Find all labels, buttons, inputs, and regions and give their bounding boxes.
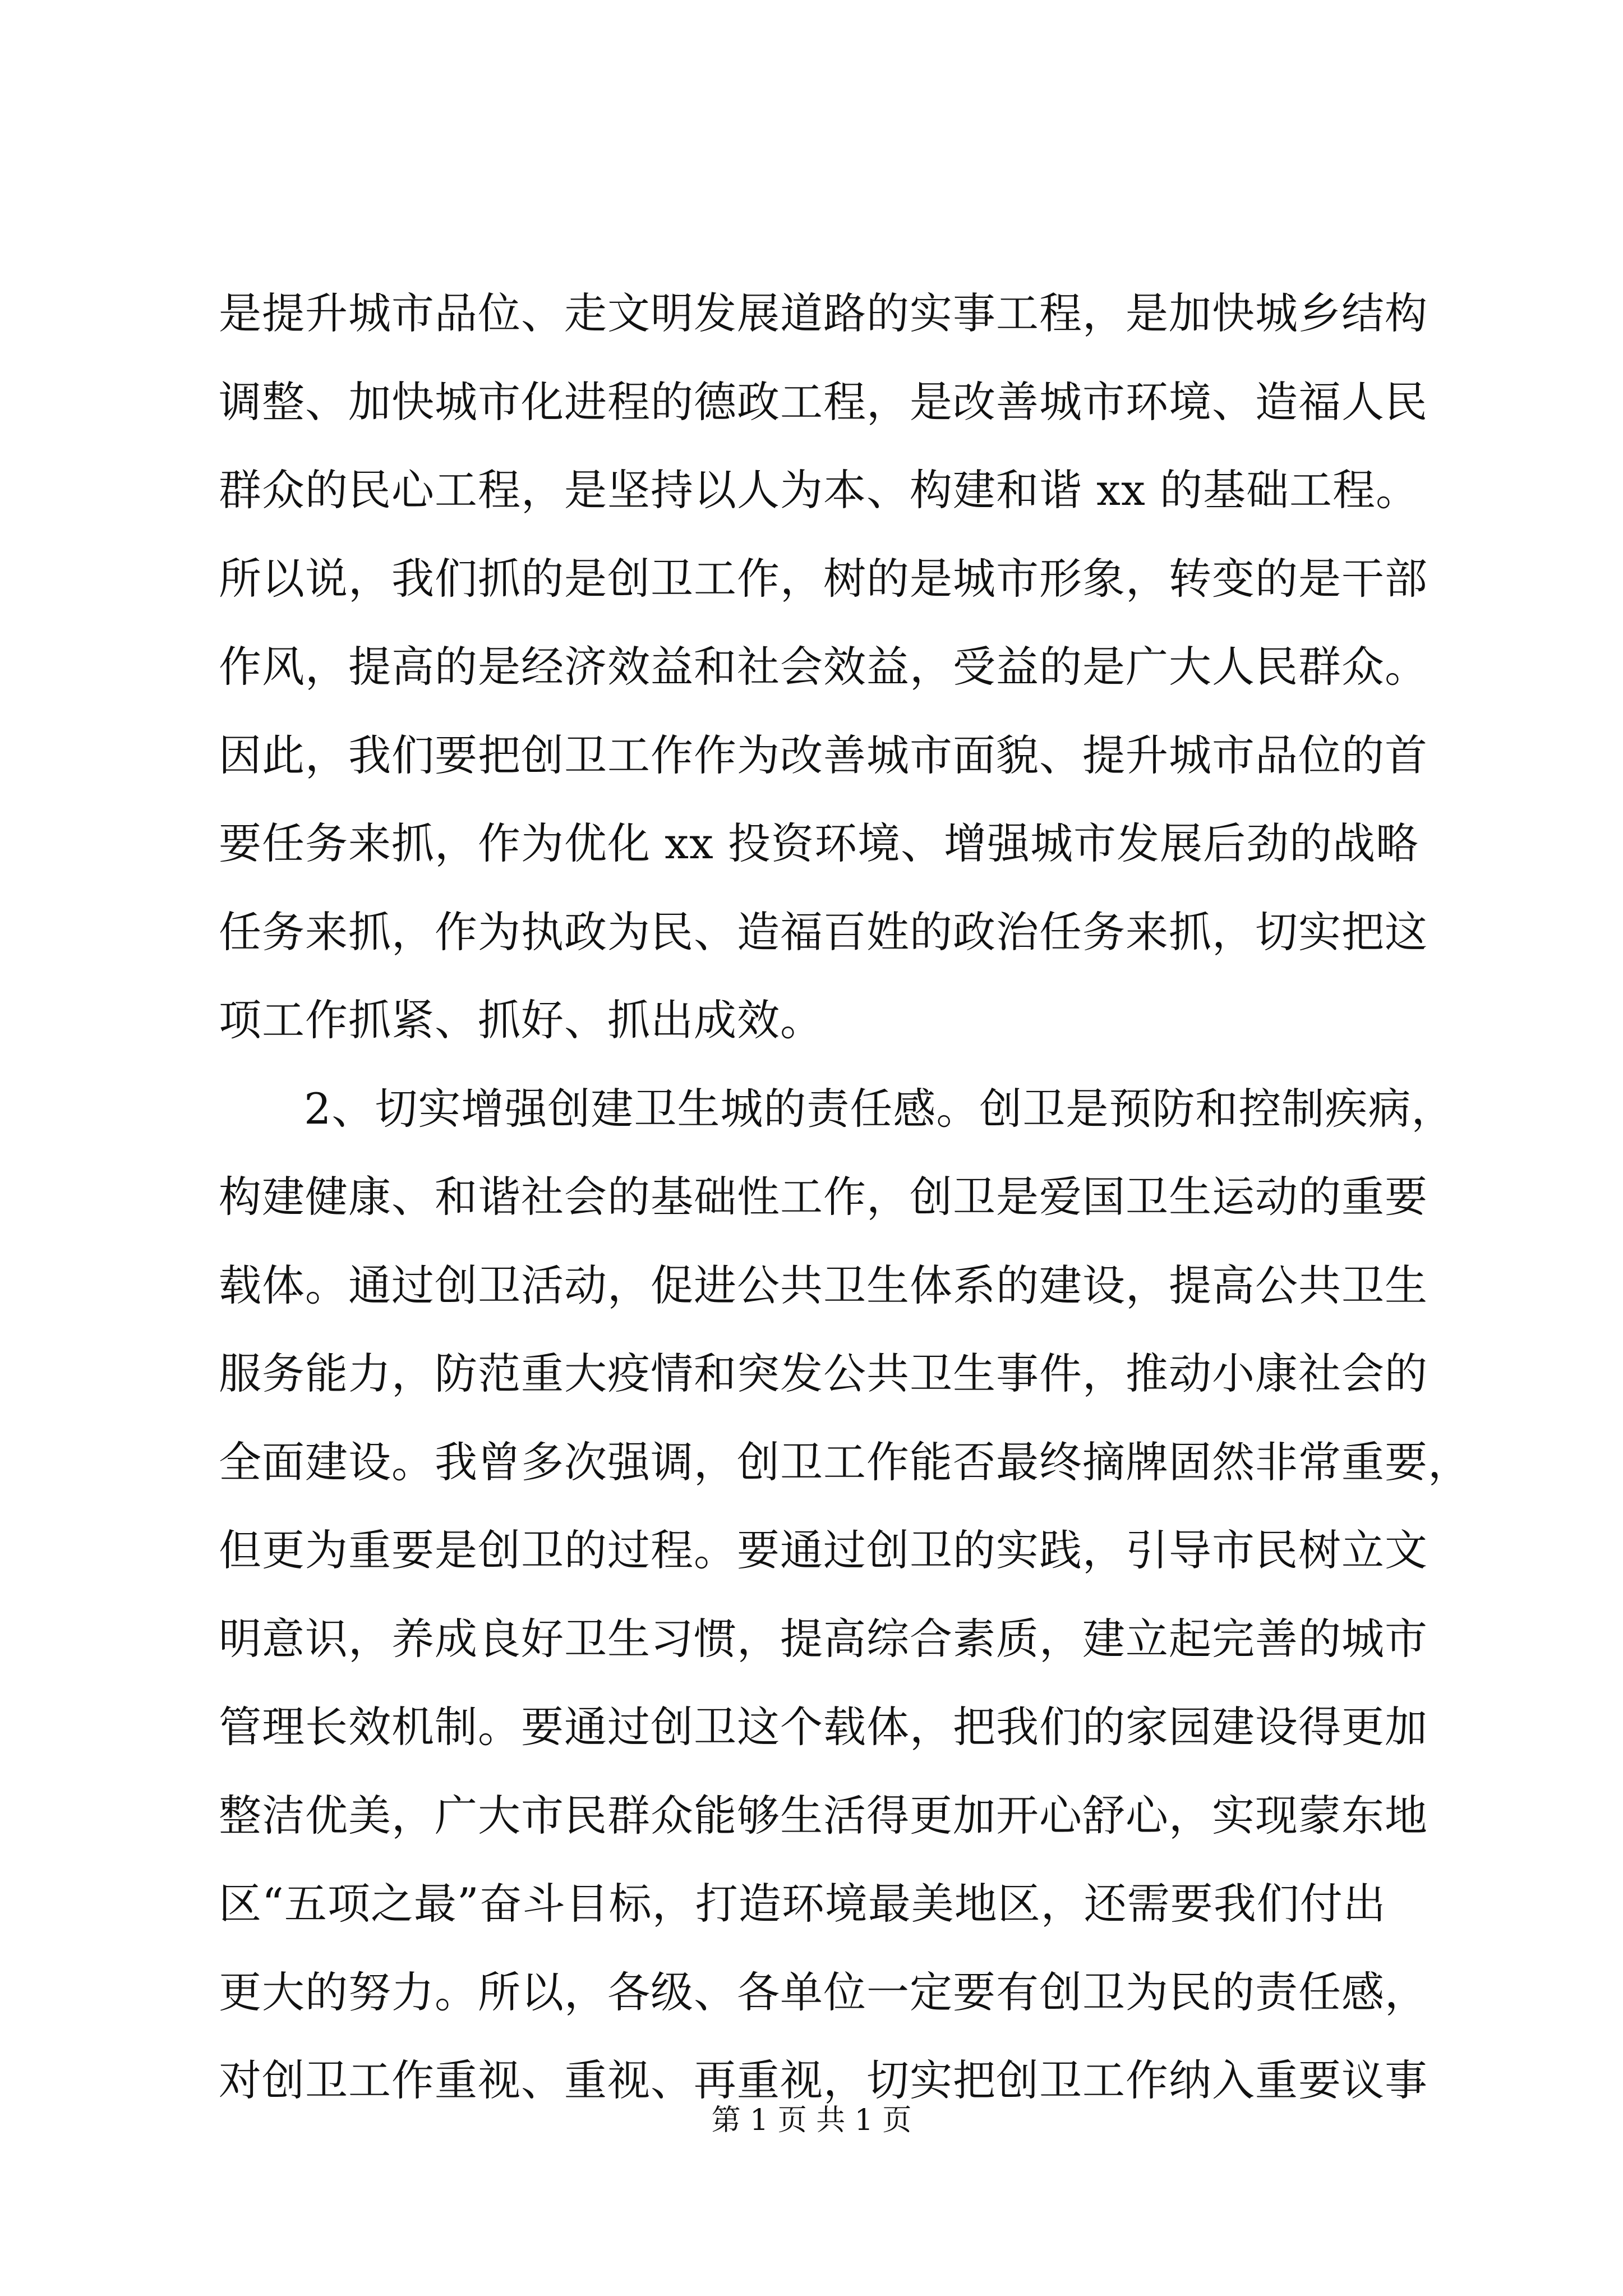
text-line: 服务能力，防范重大疫情和突发公共卫生事件，推动小康社会的	[219, 1349, 1428, 1398]
text-line: 要任务来抓，作为优化 xx 投资环境、增强城市发展后劲的战略	[219, 818, 1419, 868]
text-line: 群众的民心工程，是坚持以人为本、构建和谐 xx 的基础工程。	[219, 465, 1419, 515]
text-line: 调整、加快城市化进程的德政工程，是改善城市环境、造福人民	[219, 376, 1428, 427]
paragraph-start-line: 2、切实增强创建卫生城的责任感。创卫是预防和控制疾病，	[304, 1083, 1455, 1134]
text-line: 所以说，我们抓的是创卫工作，树的是城市形象，转变的是干部	[219, 553, 1428, 604]
text-line: 对创卫工作重视、重视、再重视，切实把创卫工作纳入重要议事	[219, 2055, 1428, 2105]
text-line: 是提升城市品位、走文明发展道路的实事工程，是加快城乡结构	[219, 288, 1428, 338]
text-line: 全面建设。我曾多次强调，创卫工作能否最终摘牌固然非常重要，	[219, 1437, 1471, 1487]
body-text	[219, 269, 1471, 2125]
text-line: 任务来抓，作为执政为民、造福百姓的政治任务来抓，切实把这	[219, 907, 1428, 957]
text-line: 载体。通过创卫活动，促进公共卫生体系的建设，提高公共卫生	[219, 1260, 1428, 1310]
text-line: 整洁优美，广大市民群众能够生活得更加开心舒心，实现蒙东地	[219, 1790, 1428, 1841]
text-line: 明意识，养成良好卫生习惯，提高综合素质，建立起完善的城市	[219, 1613, 1428, 1664]
page-footer: 第 1 页 共 1 页	[711, 2104, 912, 2137]
text-line: 更大的努力。所以，各级、各单位一定要有创卫为民的责任感，	[219, 1967, 1428, 2017]
text-line: 但更为重要是创卫的过程。要通过创卫的实践，引导市民树立文	[219, 1525, 1428, 1575]
text-line: 区“五项之最”奋斗目标，打造环境最美地区，还需要我们付出	[219, 1879, 1386, 1929]
text-line: 因此，我们要把创卫工作作为改善城市面貌、提升城市品位的首	[219, 730, 1428, 780]
text-line: 管理长效机制。要通过创卫这个载体，把我们的家园建设得更加	[219, 1702, 1428, 1752]
text-line: 作风，提高的是经济效益和社会效益，受益的是广大人民群众。	[219, 642, 1428, 692]
text-line: 构建健康、和谐社会的基础性工作，创卫是爱国卫生运动的重要	[219, 1172, 1428, 1222]
text-line: 项工作抓紧、抓好、抓出成效。	[219, 995, 823, 1045]
